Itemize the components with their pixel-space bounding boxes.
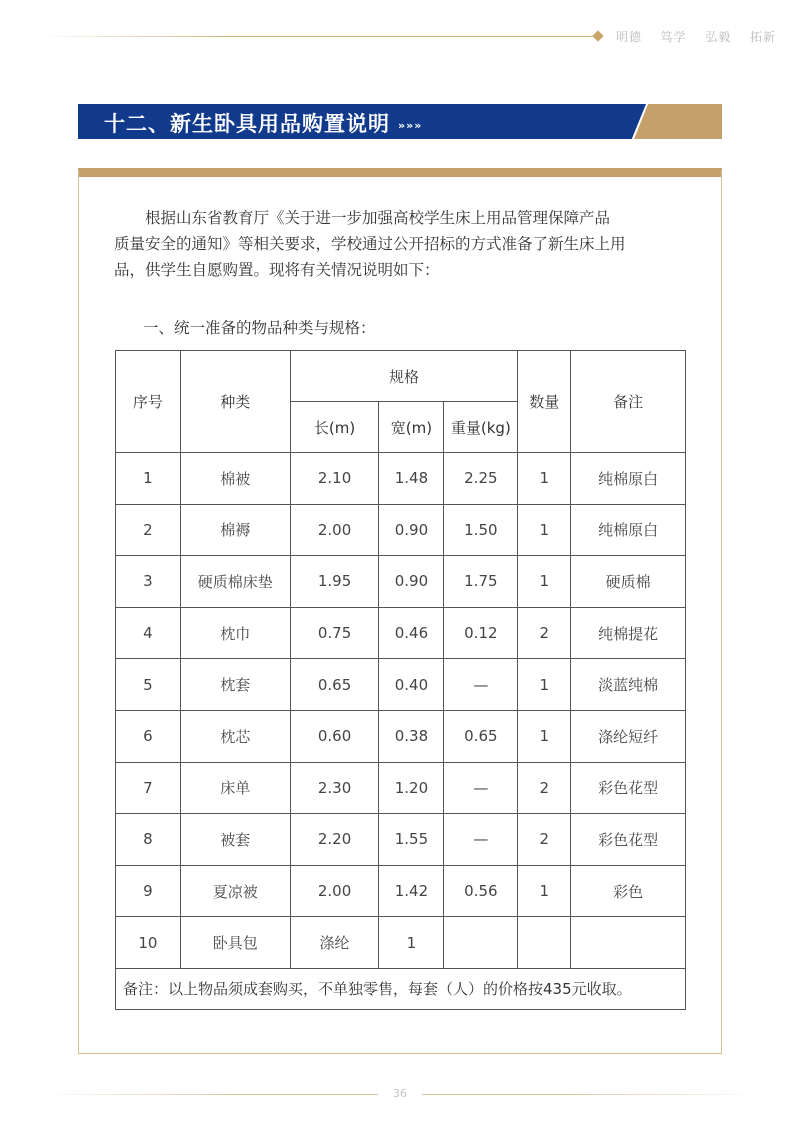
intro-line: 质量安全的通知》等相关要求，学校通过公开招标的方式准备了新生床上用 — [114, 235, 626, 253]
cell-qty: 1 — [518, 556, 571, 608]
cell-qty: 1 — [518, 453, 571, 505]
cell-length: 0.65 — [290, 659, 379, 711]
cell-qty: 2 — [518, 762, 571, 814]
table-row — [116, 710, 686, 762]
cell-length: 1.95 — [290, 556, 379, 608]
motto-word: 明德 — [616, 30, 643, 44]
banner-gold-band — [634, 104, 722, 139]
header-kind: 种类 — [180, 351, 290, 453]
cell-length: 2.10 — [290, 453, 379, 505]
section-banner — [78, 104, 722, 139]
table-row — [116, 504, 686, 556]
cell-width: 1.42 — [379, 865, 444, 917]
header-length: 长(m) — [290, 402, 379, 453]
cell-kind: 枕套 — [180, 659, 290, 711]
cell-remark: 纯棉原白 — [571, 504, 686, 556]
cell-index: 7 — [116, 762, 181, 814]
cell-kind: 枕芯 — [180, 710, 290, 762]
cell-kind: 夏凉被 — [180, 865, 290, 917]
cell-kind: 被套 — [180, 814, 290, 866]
subheading: 一、统一准备的物品种类与规格： — [143, 319, 376, 337]
cell-weight: 1.50 — [444, 504, 518, 556]
header-width: 宽(m) — [379, 402, 444, 453]
section-title-text: 十二、新生卧具用品购置说明 — [104, 112, 390, 136]
footer-rule-left — [40, 1094, 378, 1095]
arrows-icon: »»» — [398, 119, 423, 132]
cell-weight: 0.12 — [444, 607, 518, 659]
table-row — [116, 556, 686, 608]
cell-weight — [444, 917, 518, 969]
header-weight: 重量(kg) — [444, 402, 518, 453]
motto-word: 拓新 — [749, 30, 776, 44]
cell-kind: 卧具包 — [180, 917, 290, 969]
cell-index: 9 — [116, 865, 181, 917]
cell-width: 0.90 — [379, 556, 444, 608]
cell-remark: 彩色花型 — [571, 814, 686, 866]
intro-paragraph — [114, 205, 704, 283]
header-index: 序号 — [116, 351, 181, 453]
section-title — [104, 108, 422, 138]
motto-word: 笃学 — [660, 30, 687, 44]
cell-weight: 0.56 — [444, 865, 518, 917]
header-rule — [40, 36, 598, 37]
cell-kind: 枕巾 — [180, 607, 290, 659]
cell-length: 2.00 — [290, 865, 379, 917]
cell-width: 0.46 — [379, 607, 444, 659]
cell-length: 2.30 — [290, 762, 379, 814]
cell-remark: 彩色 — [571, 865, 686, 917]
cell-index: 1 — [116, 453, 181, 505]
cell-length: 0.75 — [290, 607, 379, 659]
header-diamond-ornament — [592, 30, 603, 41]
cell-remark: 纯棉原白 — [571, 453, 686, 505]
header-motto — [616, 28, 776, 45]
cell-remark: 涤纶短纤 — [571, 710, 686, 762]
header-qty: 数量 — [518, 351, 571, 453]
cell-width: 0.40 — [379, 659, 444, 711]
cell-remark: 彩色花型 — [571, 762, 686, 814]
table-row — [116, 659, 686, 711]
cell-width: 1 — [379, 917, 444, 969]
cell-index: 6 — [116, 710, 181, 762]
cell-weight: 1.75 — [444, 556, 518, 608]
bedding-spec-table — [115, 350, 686, 1010]
cell-weight: 2.25 — [444, 453, 518, 505]
cell-index: 10 — [116, 917, 181, 969]
table-row — [116, 865, 686, 917]
table-row — [116, 762, 686, 814]
table-row — [116, 453, 686, 505]
table-row — [116, 814, 686, 866]
cell-kind: 床单 — [180, 762, 290, 814]
cell-length: 2.20 — [290, 814, 379, 866]
cell-weight: — — [444, 762, 518, 814]
cell-qty: 2 — [518, 607, 571, 659]
cell-kind: 硬质棉床垫 — [180, 556, 290, 608]
table-note: 备注：以上物品须成套购买，不单独零售，每套（人）的价格按435元收取。 — [116, 968, 686, 1009]
cell-qty — [518, 917, 571, 969]
header-remark: 备注 — [571, 351, 686, 453]
cell-index: 4 — [116, 607, 181, 659]
cell-width: 0.90 — [379, 504, 444, 556]
table-row — [116, 607, 686, 659]
table-note-row — [116, 968, 686, 1009]
cell-remark: 淡蓝纯棉 — [571, 659, 686, 711]
motto-word: 弘毅 — [705, 30, 732, 44]
cell-remark: 纯棉提花 — [571, 607, 686, 659]
cell-qty: 1 — [518, 865, 571, 917]
cell-weight: — — [444, 659, 518, 711]
cell-width: 1.48 — [379, 453, 444, 505]
cell-remark: 硬质棉 — [571, 556, 686, 608]
cell-index: 8 — [116, 814, 181, 866]
cell-width: 1.20 — [379, 762, 444, 814]
cell-index: 5 — [116, 659, 181, 711]
cell-kind: 棉被 — [180, 453, 290, 505]
cell-weight: — — [444, 814, 518, 866]
header-spec: 规格 — [290, 351, 518, 402]
intro-line: 品，供学生自愿购置。现将有关情况说明如下： — [114, 261, 440, 279]
intro-line: 根据山东省教育厅《关于进一步加强高校学生床上用品管理保障产品 — [114, 209, 611, 227]
cell-qty: 2 — [518, 814, 571, 866]
table-row — [116, 917, 686, 969]
table-header-row — [116, 351, 686, 402]
cell-weight: 0.65 — [444, 710, 518, 762]
cell-length: 0.60 — [290, 710, 379, 762]
cell-width: 1.55 — [379, 814, 444, 866]
cell-kind: 棉褥 — [180, 504, 290, 556]
footer-rule-right — [422, 1094, 760, 1095]
cell-length: 2.00 — [290, 504, 379, 556]
cell-width: 0.38 — [379, 710, 444, 762]
cell-index: 2 — [116, 504, 181, 556]
page-number: 36 — [393, 1087, 407, 1100]
cell-length: 涤纶 — [290, 917, 379, 969]
cell-index: 3 — [116, 556, 181, 608]
cell-remark — [571, 917, 686, 969]
cell-qty: 1 — [518, 710, 571, 762]
cell-qty: 1 — [518, 504, 571, 556]
cell-qty: 1 — [518, 659, 571, 711]
